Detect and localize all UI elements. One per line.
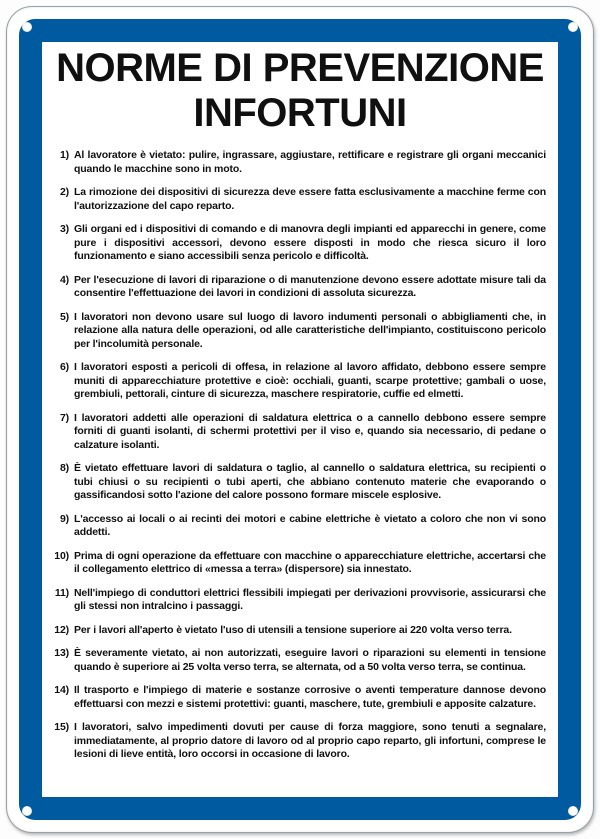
- rule-text: Gli organi ed i dispositivi di comando e di manovra degli impianti ed apparecchi in genere, come pure i dispositivi accessori, devono essere disposti in modo che riesca sicuro il loro funzionamento e siano accessibili senza pericolo e difficoltà.: [74, 223, 546, 262]
- rule-text: Nell'impiego di conduttori elettrici flessibili impiegati per derivazioni provvisorie, assicurarsi che gli stessi non intralcino i passaggi.: [74, 586, 546, 612]
- rule-number: 10): [54, 549, 69, 562]
- rule-item-1: [50, 149, 546, 176]
- rule-text: I lavoratori, salvo impedimenti dovuti per cause di forza maggiore, sono tenuti a segnalare, immediatamente, al proprio datore di lavoro od al proprio capo reparto, gli infortuni, comprese le lesioni di lieve entità, loro occorsi in occasione di lavoro.: [74, 721, 546, 760]
- rule-item-9: [50, 513, 546, 540]
- rule-text: I lavoratori esposti a pericoli di offesa, in relazione al lavoro affidato, debbono essere sempre muniti di apparecchiature protettive e cioè: occhiali, guanti, scarpe protettive; gambali o uose, grembiuli, pettorali, cinture di sicurezza, maschere respiratorie, cuffie ed elmetti.: [74, 361, 546, 400]
- rule-number: 3): [59, 223, 69, 235]
- rule-text: I lavoratori addetti alle operazioni di saldatura elettrica o a cannello debbono essere sempre forniti di guanti isolanti, di schermi protettivi per il viso e, quando sia necessario, di pedane o calzature isolanti.: [74, 411, 546, 451]
- sign-title-line2: INFORTUNI: [193, 91, 407, 135]
- rule-item-4: [50, 274, 546, 301]
- rule-text: L'accesso ai locali o ai recinti dei motori e cabine elettriche è vietato a coloro che non vi sono addetti.: [74, 512, 546, 538]
- rule-text: La rimozione dei dispositivi di sicurezza deve essere fatta esclusivamente a macchine ferme con l'autorizzazione del capo reparto.: [74, 186, 546, 212]
- rule-item-8: [50, 462, 546, 503]
- rule-number: 11): [54, 586, 69, 599]
- rule-item-5: [50, 311, 546, 352]
- rule-number: 14): [54, 684, 69, 696]
- rule-item-15: [50, 721, 546, 762]
- rule-number: 15): [54, 721, 69, 733]
- rule-text: È vietato effettuare lavori di saldatura o taglio, al cannello o saldatura elettrica, su recipienti o tubi chiusi o su recipienti o tubi aperti, che abbiano contenuto materie che evaporando o gassificandosi sotto l'azione del calore possono formare miscele esplosive.: [74, 462, 546, 501]
- rule-item-2: [50, 186, 546, 213]
- rule-text: Per i lavori all'aperto è vietato l'uso di utensili a tensione superiore ai 220 volta verso terra.: [74, 623, 512, 636]
- rule-text: È severamente vietato, ai non autorizzati, eseguire lavori o riparazioni su elementi in tensione quando è superiore ai 25 volta verso terra, se alternata, od a 50 volta verso terra, se continua.: [74, 647, 546, 673]
- rule-text: Il trasporto e l'impiego di materie e sostanze corrosive o aventi temperature dannose devono effettuarsi con mezzi e sistemi protettivi: guanti, maschere, tute, grembiuli e apposite calzature.: [74, 684, 546, 710]
- rule-item-7: [50, 412, 546, 453]
- rule-item-6: [50, 361, 546, 402]
- rule-number: 8): [59, 462, 69, 474]
- sign-title-line1: NORME DI PREVENZIONE: [56, 46, 544, 90]
- rule-number: 12): [54, 623, 69, 636]
- rule-item-13: [50, 647, 546, 674]
- rule-item-11: [50, 587, 546, 614]
- sign-plate: [6, 6, 594, 833]
- rule-text: I lavoratori non devono usare sul luogo di lavoro indumenti personali o abbigliamenti che, in relazione alla natura delle operazioni, od alle caratteristiche dell'impianto, costituiscono pericolo per l'incolumità personale.: [74, 310, 546, 350]
- sign-title: [42, 46, 558, 136]
- screw-hole-top-right: [568, 22, 578, 32]
- rule-item-3: [50, 223, 546, 264]
- rule-number: 9): [59, 512, 69, 525]
- rule-text: Prima di ogni operazione da effettuare con macchine o apparecchiature elettriche, accertarsi che il collegamento elettrico di «messa a terra» (dispersore) sia innestato.: [74, 549, 546, 575]
- rule-number: 2): [59, 186, 69, 198]
- rule-item-12: [50, 624, 546, 638]
- screw-hole-bottom-right: [568, 806, 578, 816]
- screw-hole-top-left: [22, 22, 32, 32]
- rules-list: [50, 149, 546, 762]
- rule-number: 4): [59, 273, 69, 286]
- rule-text: Al lavoratore è vietato: pulire, ingrassare, aggiustare, rettificare e registrare gli organi meccanici quando le macchine sono in moto.: [74, 149, 546, 175]
- rule-item-10: [50, 550, 546, 577]
- rule-number: 13): [54, 647, 69, 659]
- sign-content: [42, 42, 558, 796]
- rule-number: 6): [59, 361, 69, 373]
- rule-number: 1): [59, 149, 69, 161]
- rule-number: 5): [59, 310, 69, 323]
- rule-number: 7): [59, 411, 69, 424]
- rule-item-14: [50, 684, 546, 711]
- rule-text: Per l'esecuzione di lavori di riparazione o di manutenzione devono essere adottate misure tali da consentire l'effettuazione dei lavori in condizioni di assoluta sicurezza.: [74, 273, 546, 299]
- screw-hole-bottom-left: [22, 806, 32, 816]
